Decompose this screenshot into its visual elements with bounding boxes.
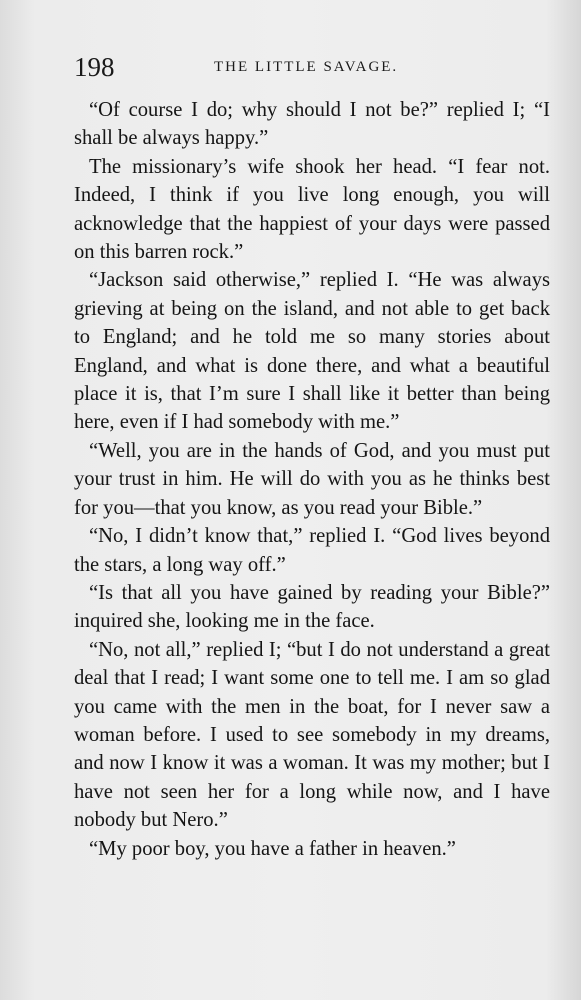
paragraph: The missionary’s wife shook her head. “I fear not. Indeed, I think if you live long enough, you will acknowledge that the happiest of your days were passed on this barren rock.” bbox=[74, 155, 550, 264]
paragraph: “No, not all,” replied I; “but I do not understand a great deal that I read; I want some one to tell me. I am so glad you came with the men in the boat, for I never saw a woman before. I used to see somebody in my dreams, and now I know it was a woman. It was my mother; but I have not seen her for a long while now, and I have nobody but Nero.” bbox=[74, 638, 550, 832]
paragraph: “No, I didn’t know that,” replied I. “God lives beyond the stars, a long way off.” bbox=[74, 525, 550, 576]
paragraph: “Jackson said otherwise,” replied I. “He was always grieving at being on the island, and not able to get back to England; and he told me so many stories about England, and what is done there, and what a beautiful place it is, that I’m sure I shall like it better than being here, even if I had somebody with me.” bbox=[74, 269, 550, 434]
paragraph: “Well, you are in the hands of God, and you must put your trust in him. He will do with you as he thinks best for you—that you know, as you read your Bible.” bbox=[74, 439, 550, 519]
body-text bbox=[74, 96, 550, 863]
running-title: THE LITTLE SAVAGE. bbox=[214, 59, 399, 75]
page-number: 198 bbox=[74, 52, 115, 82]
page-header bbox=[74, 52, 549, 84]
paragraph: “Is that all you have gained by reading your Bible?” inquired she, looking me in the face. bbox=[74, 581, 550, 633]
paragraph: “Of course I do; why should I not be?” replied I; “I shall be always happy.” bbox=[74, 99, 550, 150]
paragraph: “My poor boy, you have a father in heaven.” bbox=[89, 837, 456, 860]
